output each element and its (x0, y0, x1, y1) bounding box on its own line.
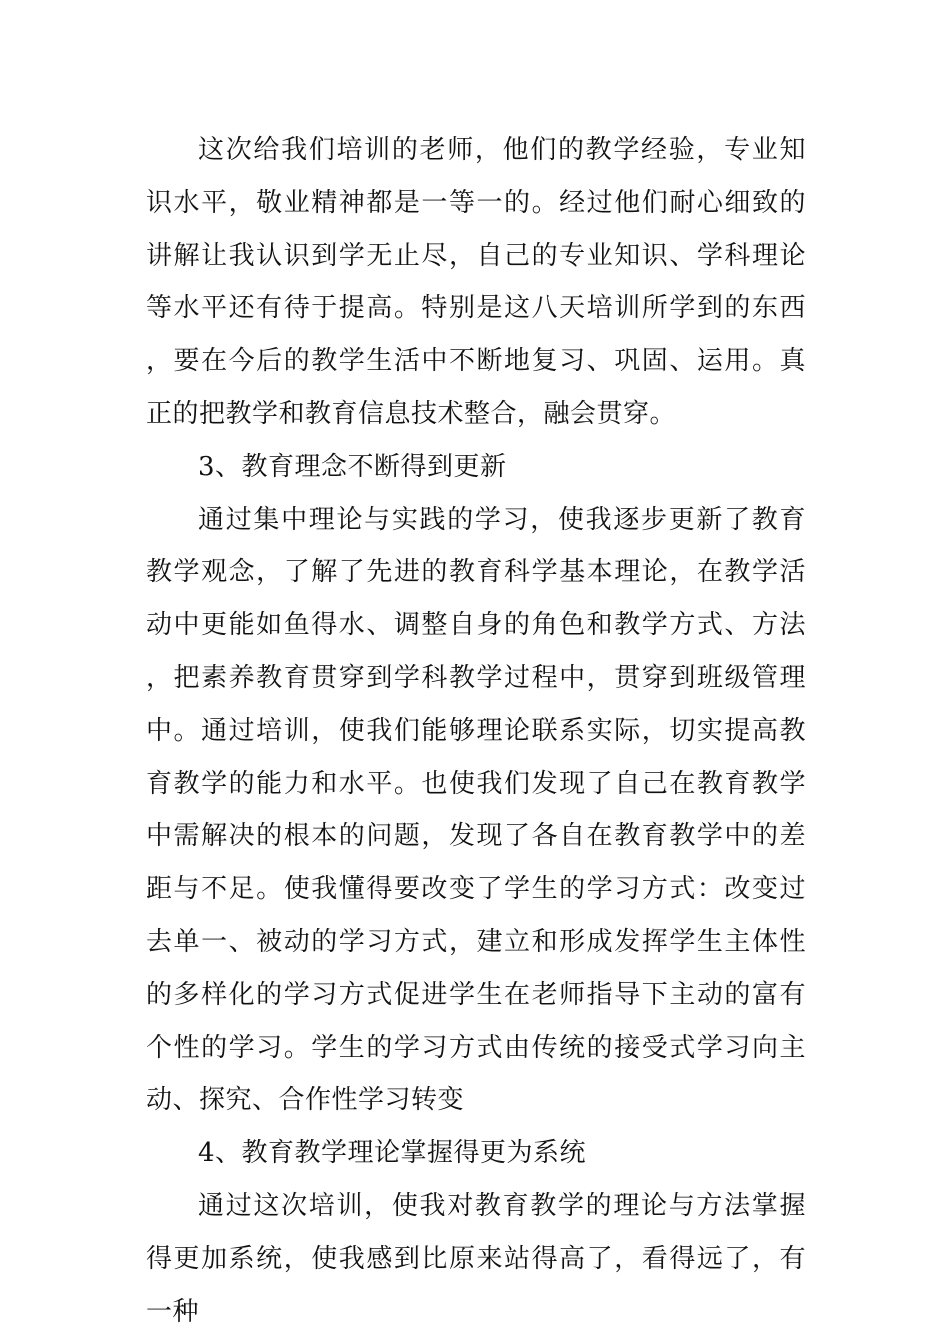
paragraph-education-concept: 通过集中理论与实践的学习，使我逐步更新了教育教学观念，了解了先进的教育科学基本理论，在教学活动中更能如鱼得水、调整自身的角色和教学方式、方法，把素养教育贯穿到学科教学过程中，贯穿到班级管理中。通过培训，使我们能够理论联系实际，切实提高教育教学的能力和水平。也使我们发现了自己在教育教学中需解决的根本的问题，发现了各自在教育教学中的差距与不足。使我懂得要改变了学生的学习方式：改变过去单一、被动的学习方式，建立和形成发挥学生主体性的多样化的学习方式促进学生在老师指导下主动的富有个性的学习。学生的学习方式由传统的接受式学习向主动、探究、合作性学习转变 (146, 504, 806, 1116)
section-heading-4: 4、教育教学理论掌握得更为系统 (198, 1138, 587, 1169)
document-page (146, 124, 806, 1338)
paragraph-teachers-experience: 这次给我们培训的老师，他们的教学经验，专业知识水平，敬业精神都是一等一的。经过他们耐心细致的讲解让我认识到学无止尽，自己的专业知识、学科理论等水平还有待于提高。特别是这八天培训所学到的东西，要在今后的教学生活中不断地复习、巩固、运用。真正的把教学和教育信息技术整合，融会贯穿。 (146, 135, 806, 429)
section-heading-3: 3、教育理念不断得到更新 (198, 451, 507, 482)
paragraph-theory-system: 通过这次培训，使我对教育教学的理论与方法掌握得更加系统，使我感到比原来站得高了，看得远了，有一种 (146, 1190, 806, 1327)
